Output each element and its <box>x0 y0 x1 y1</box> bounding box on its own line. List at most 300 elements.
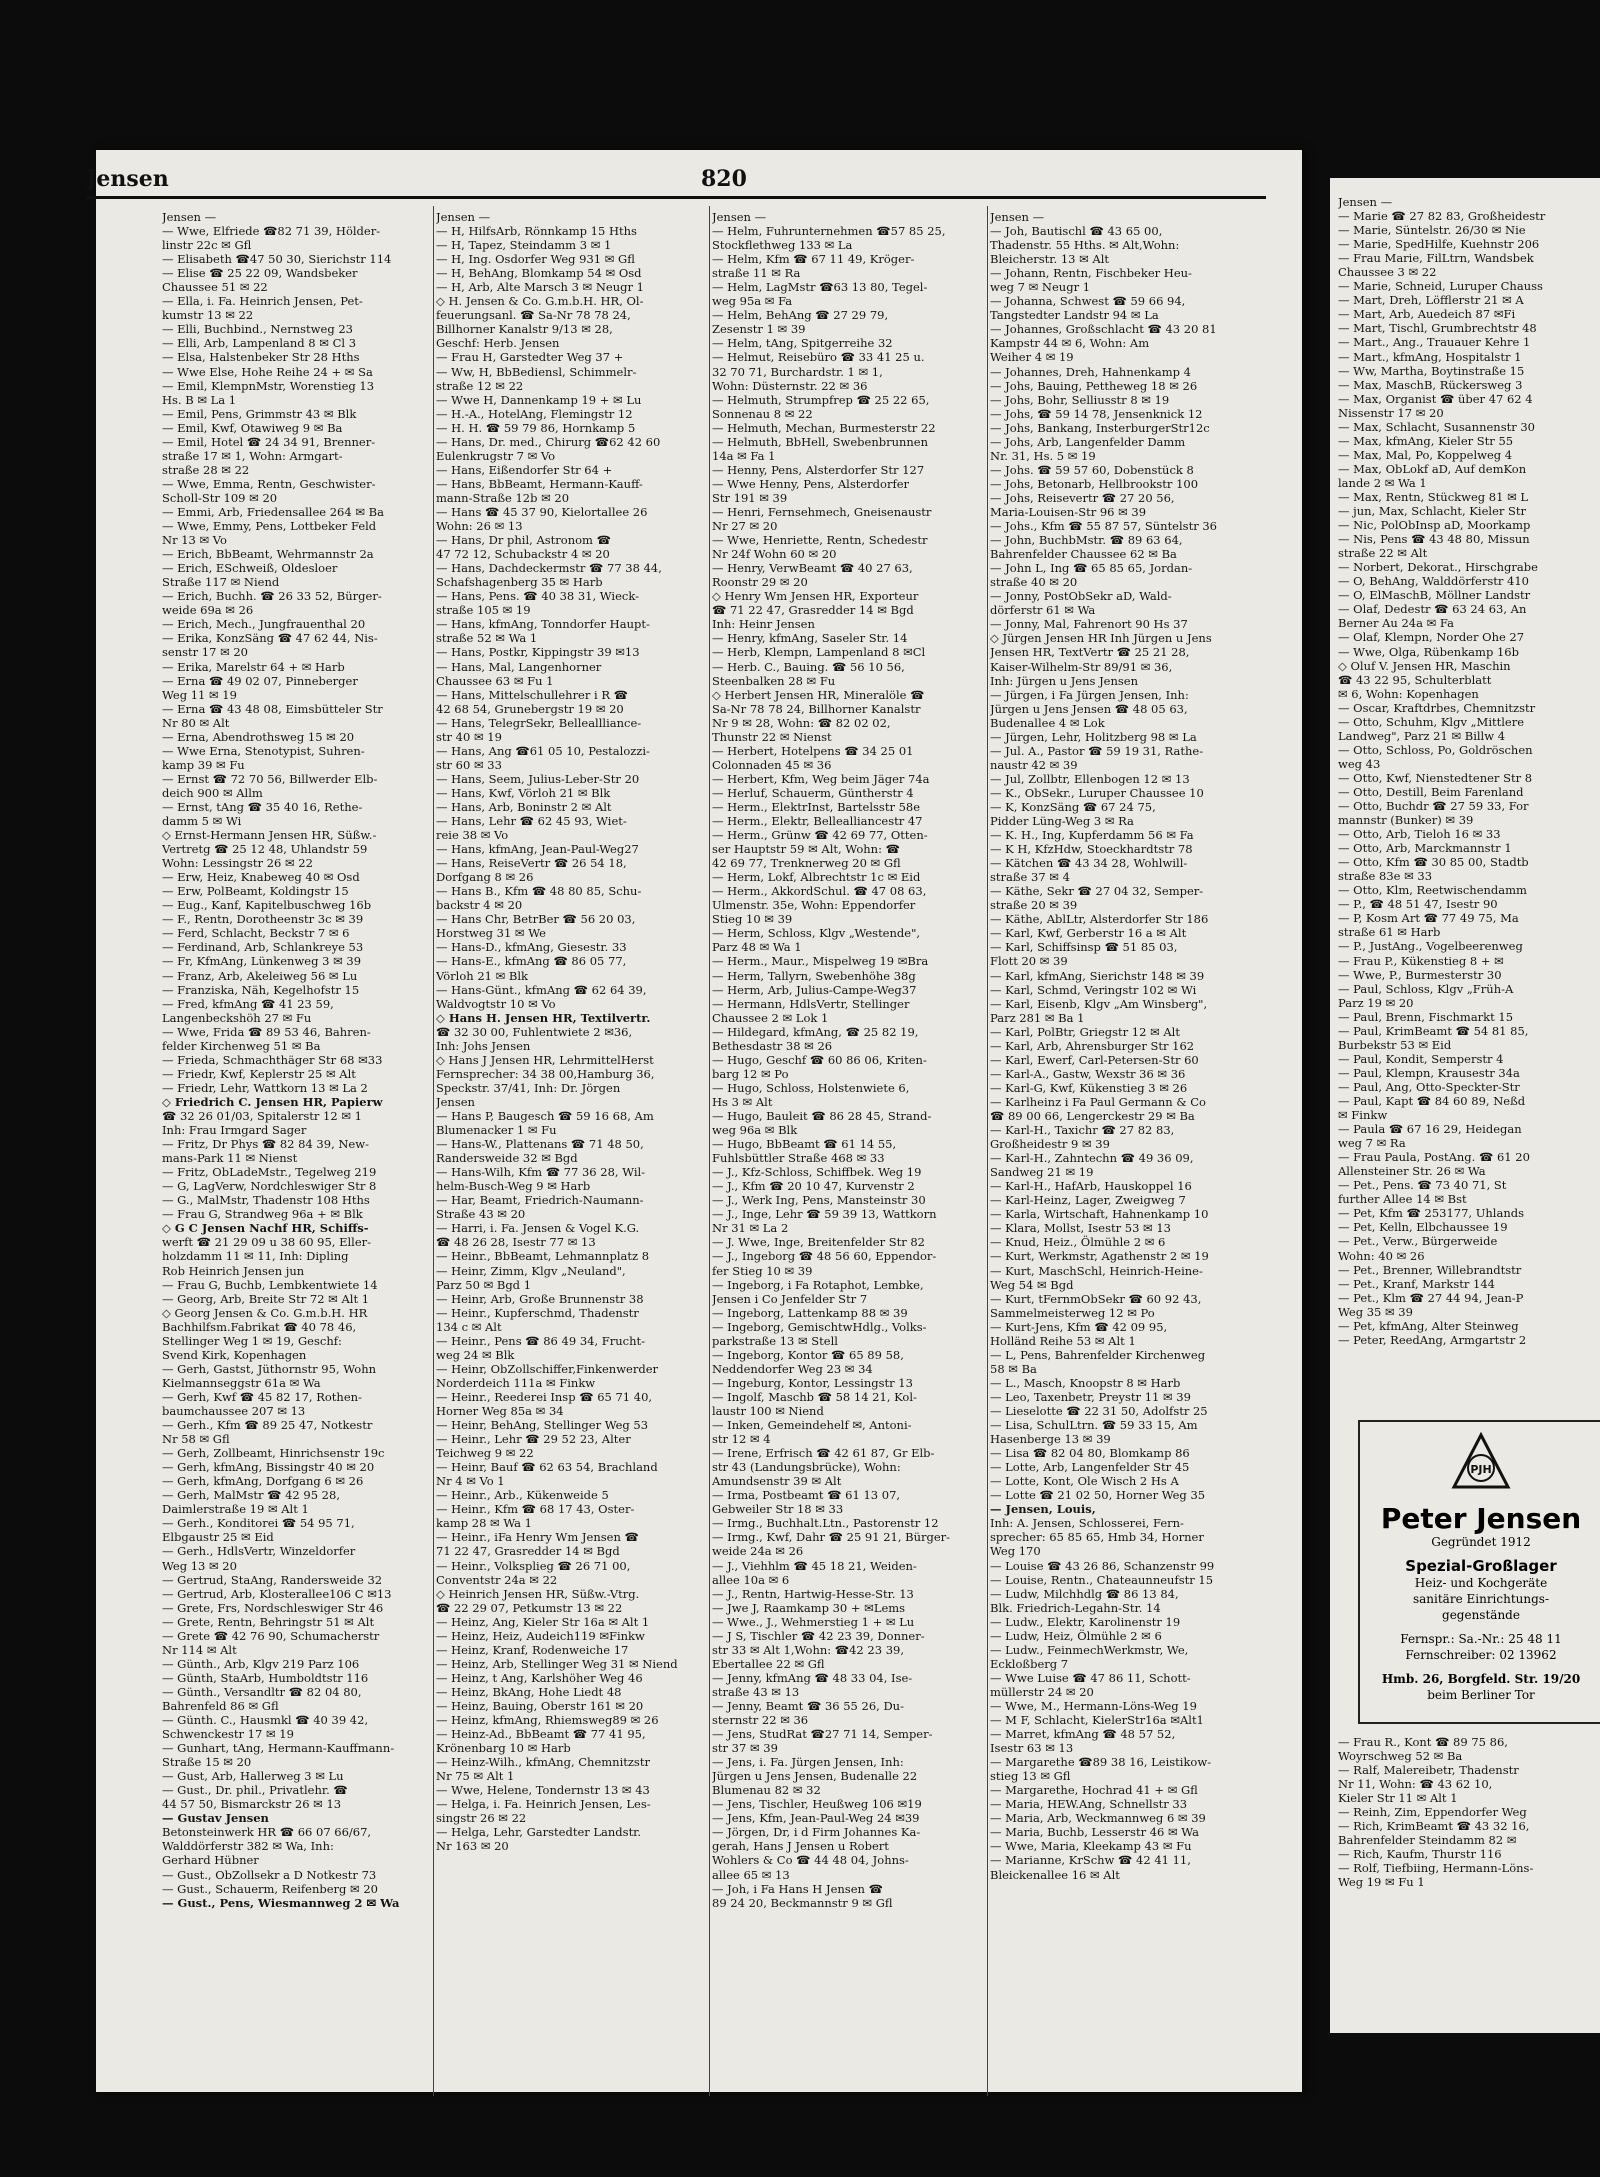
directory-entry: — Hans, Eißendorfer Str 64 + <box>436 462 613 477</box>
directory-entry: — Kätchen ☎ 43 34 28, Wohlwill- <box>990 856 1188 871</box>
directory-entry: Vertretg ☎ 25 12 48, Uhlandstr 59 <box>162 842 368 857</box>
directory-entry: — Kurt, Werkmstr, Agathenstr 2 ✉ 19 <box>990 1249 1209 1264</box>
directory-entry: — Heinr., Pens ☎ 86 49 34, Frucht- <box>436 1333 646 1348</box>
directory-entry: 42 69 77, Trenknerweg 20 ✉ Gfl <box>712 856 901 871</box>
directory-entry: — Georg, Arb, Breite Str 72 ✉ Alt 1 <box>162 1291 370 1306</box>
directory-entry: — Emmi, Arb, Friedensallee 264 ✉ Ba <box>162 504 384 519</box>
directory-entry: straße 28 ✉ 22 <box>162 462 250 477</box>
directory-entry: straße 52 ✉ Wa 1 <box>436 631 538 646</box>
directory-entry: Inh: Heinr Jensen <box>712 617 815 632</box>
column-divider <box>709 206 710 2096</box>
directory-entry: Sa-Nr 78 78 24, Billhorner Kanalstr <box>712 701 921 716</box>
company-logo-icon <box>1451 1432 1511 1492</box>
directory-entry: Nr 80 ✉ Alt <box>162 715 230 730</box>
directory-entry: — Grete ☎ 42 76 90, Schumacherstr <box>162 1628 380 1643</box>
directory-entry: Ulmenstr. 35e, Wohn: Eppendorfer <box>712 898 916 913</box>
directory-entry: — Paul, Schloss, Klgv „Früh-A <box>1338 981 1514 996</box>
directory-entry: — Heinz, Ang, Kieler Str 16a ✉ Alt 1 <box>436 1614 650 1629</box>
directory-entry: further Allee 14 ✉ Bst <box>1338 1192 1467 1207</box>
directory-entry: — Heinz-Ad., BbBeamt ☎ 77 41 95, <box>436 1727 646 1742</box>
directory-entry: — Johs, Bohr, Selliusstr 8 ✉ 19 <box>990 392 1170 407</box>
directory-entry: ser Hauptstr 59 ✉ Alt, Wohn: ☎ <box>712 842 900 857</box>
directory-entry: — Heinz, Bauing, Oberstr 161 ✉ 20 <box>436 1698 644 1713</box>
directory-entry: — Johs, Bankang, InsterburgerStr12c <box>990 420 1210 435</box>
directory-entry: Roonstr 29 ✉ 20 <box>712 575 808 590</box>
directory-entry: 58 ✉ Ba <box>990 1361 1037 1376</box>
directory-entry: — Helmuth, BbHell, Swebenbrunnen <box>712 434 929 449</box>
directory-entry: Flott 20 ✉ 39 <box>990 954 1068 969</box>
directory-entry: ◇ Georg Jensen & Co. G.m.b.H. HR <box>162 1305 368 1320</box>
directory-entry: — Johs, Betonarb, Hellbrookstr 100 <box>990 476 1199 491</box>
directory-entry: — Margarethe, Hochrad 41 + ✉ Gfl <box>990 1783 1198 1798</box>
directory-entry: Jürgen u Jens Jensen ☎ 48 05 63, <box>990 701 1188 716</box>
directory-entry: Dorfgang 8 ✉ 26 <box>436 870 534 885</box>
directory-entry: Neddendorfer Weg 23 ✉ 34 <box>712 1361 873 1376</box>
directory-entry: Langenbeckshöh 27 ✉ Fu <box>162 1010 312 1025</box>
directory-entry: — Helm, Fuhrunternehmen ☎57 85 25, <box>712 224 946 239</box>
directory-entry: Nr 11, Wohn: ☎ 43 62 10, <box>1338 1777 1493 1792</box>
directory-entry: müllerstr 24 ✉ 20 <box>990 1684 1094 1699</box>
directory-entry: Kaiser-Wilhelm-Str 89/91 ✉ 36, <box>990 659 1173 674</box>
directory-entry: — Otto, Buchdr ☎ 27 59 33, For <box>1338 799 1529 814</box>
directory-entry: parkstraße 13 ✉ Stell <box>712 1333 838 1348</box>
directory-entry: — Hans, Mittelschullehrer i R ☎ <box>436 687 628 702</box>
directory-entry: Pidder Lüng-Weg 3 ✉ Ra <box>990 814 1134 829</box>
directory-entry: — Marie, SpedHilfe, Kuehnstr 206 <box>1338 237 1540 252</box>
directory-entry: Fuhlsbüttler Straße 468 ✉ 33 <box>712 1151 885 1166</box>
directory-entry: — Gunhart, tAng, Hermann-Kauffmann- <box>162 1741 395 1756</box>
directory-entry: — Herm., ElektrInst, Bartelsstr 58e <box>712 799 921 814</box>
directory-entry: — P., ☎ 48 51 47, Isestr 90 <box>1338 897 1498 912</box>
directory-entry: — Franz, Arb, Akeleiweg 56 ✉ Lu <box>162 968 358 983</box>
directory-entry: — Otto, Schuhm, Klgv „Mittlere <box>1338 714 1525 729</box>
directory-entry: damm 5 ✉ Wi <box>162 814 242 829</box>
directory-entry: ✉ Finkw <box>1338 1108 1388 1123</box>
directory-entry: ◇ Henry Wm Jensen HR, Exporteur <box>712 589 919 604</box>
directory-entry: mann-Straße 12b ✉ 20 <box>436 490 570 505</box>
directory-entry: — Kurt, tFernmObSekr ☎ 60 92 43, <box>990 1291 1202 1306</box>
running-head: Jensen <box>86 166 169 192</box>
header-rule <box>86 196 1266 199</box>
directory-entry: Weg 54 ✉ Bgd <box>990 1277 1074 1292</box>
directory-entry: feuerungsanl. ☎ Sa-Nr 78 78 24, <box>436 308 631 323</box>
directory-entry: reie 38 ✉ Vo <box>436 828 509 843</box>
directory-entry: Allensteiner Str. 26 ✉ Wa <box>1338 1164 1486 1179</box>
directory-entry: Jensen — <box>712 210 767 224</box>
directory-entry: Parz 281 ✉ Ba 1 <box>990 1010 1085 1025</box>
directory-entry: — Ludw., FeinmechWerkmstr, We, <box>990 1642 1189 1657</box>
directory-entry: — Wwe, Helene, Tondernstr 13 ✉ 43 <box>436 1783 650 1798</box>
directory-entry: — Elli, Arb, Lampenland 8 ✉ Cl 3 <box>162 336 357 351</box>
directory-entry: sternstr 22 ✉ 36 <box>712 1713 809 1728</box>
directory-entry: ☎ 43 22 95, Schulterblatt <box>1338 672 1492 687</box>
directory-entry: fer Stieg 10 ✉ 39 <box>712 1263 813 1278</box>
ad-telex: Fernschreiber: 02 13962 <box>1405 1648 1557 1662</box>
directory-entry: — Erika, KonzSäng ☎ 47 62 44, Nis- <box>162 631 378 646</box>
directory-entry: — Otto, Destill, Beim Farenland <box>1338 784 1524 799</box>
directory-entry: Schwenckestr 17 ✉ 19 <box>162 1727 294 1742</box>
directory-entry: — Lisa, SchulLtrn. ☎ 59 33 15, Am <box>990 1418 1198 1433</box>
directory-entry: — Pet., Verw., Bürgerweide <box>1338 1234 1498 1249</box>
column-2 <box>436 210 706 2090</box>
directory-entry: ◇ Friedrich C. Jensen HR, Papierw <box>162 1094 383 1109</box>
directory-entry: — Heinr., iFa Henry Wm Jensen ☎ <box>436 1530 639 1545</box>
directory-entry: — Rich, Kaufm, Thurstr 116 <box>1338 1847 1502 1862</box>
directory-entry: — Erw, Heiz, Knabeweg 40 ✉ Osd <box>162 870 360 885</box>
directory-entry: — Marret, kfmAng ☎ 48 57 52, <box>990 1727 1176 1742</box>
directory-entry: — L, Pens, Bahrenfelder Kirchenweg <box>990 1347 1206 1362</box>
directory-entry: — Ernst, tAng ☎ 35 40 16, Rethe- <box>162 799 363 814</box>
directory-entry: — Karl-G, Kwf, Kükenstieg 3 ✉ 26 <box>990 1080 1188 1095</box>
directory-entry: — Gerh, Gastst, Jüthornstr 95, Wohn <box>162 1361 377 1376</box>
directory-entry: Jürgen u Jens Jensen, Budenalle 22 <box>712 1769 918 1784</box>
directory-entry: mans-Park 11 ✉ Nienst <box>162 1151 298 1166</box>
directory-entry: Amundsenstr 39 ✉ Alt <box>712 1474 842 1489</box>
directory-entry: Holländ Reihe 53 ✉ Alt 1 <box>990 1333 1136 1348</box>
directory-entry: — Lieselotte ☎ 22 31 50, Adolfstr 25 <box>990 1403 1208 1418</box>
directory-entry: — Jenny, Beamt ☎ 36 55 26, Du- <box>712 1698 904 1713</box>
directory-entry: — Jens, Tischler, Heußweg 106 ✉19 <box>712 1797 922 1812</box>
directory-entry: — Emil, KlempnMstr, Worenstieg 13 <box>162 378 375 393</box>
directory-entry: — Knud, Heiz., Ölmühle 2 ✉ 6 <box>990 1235 1166 1250</box>
directory-entry: — Emil, Pens, Grimmstr 43 ✉ Blk <box>162 406 357 421</box>
directory-entry: Bleickenallee 16 ✉ Alt <box>990 1867 1120 1882</box>
directory-entry: Krönenbarg 10 ✉ Harb <box>436 1741 571 1756</box>
column-divider <box>987 206 988 2096</box>
directory-entry: — Gerh, Zollbeamt, Hinrichsenstr 19c <box>162 1446 385 1461</box>
directory-entry: — Helmut, Reisebüro ☎ 33 41 25 u. <box>712 350 925 365</box>
directory-entry: — Karl, Kwf, Gerberstr 16 a ✉ Alt <box>990 926 1187 941</box>
directory-entry: — Ludw, Milchhdlg ☎ 86 13 84, <box>990 1586 1179 1601</box>
directory-entry: — Heinr., Reederei Insp ☎ 65 71 40, <box>436 1389 653 1404</box>
directory-entry: Hs 3 ✉ Alt <box>712 1094 773 1109</box>
directory-entry: Wohn: Lessingstr 26 ✉ 22 <box>162 856 313 871</box>
directory-entry: ◇ Hans J Jensen HR, LehrmittelHerst <box>436 1052 654 1067</box>
directory-entry: — Karlheinz i Fa Paul Germann & Co <box>990 1094 1206 1109</box>
directory-entry: 134 c ✉ Alt <box>436 1319 502 1334</box>
directory-entry: Wohlers & Co ☎ 44 48 04, Johns- <box>712 1853 909 1868</box>
directory-entry: — Wwe, Olga, Rübenkamp 16b <box>1338 644 1519 659</box>
directory-entry: — Jenny, kfmAng ☎ 48 33 04, Ise- <box>712 1670 913 1685</box>
directory-entry: str 33 ✉ Alt 1,Wohn: ☎42 23 39, <box>712 1642 904 1657</box>
directory-entry: — Hans-W., Plattenans ☎ 71 48 50, <box>436 1137 644 1152</box>
directory-entry: — Gerh., HdlsVertr, Winzeldorfer <box>162 1544 356 1559</box>
directory-entry: — Jul, Zollbtr, Ellenbogen 12 ✉ 13 <box>990 771 1190 786</box>
directory-entry: allee 10a ✉ 6 <box>712 1572 790 1587</box>
directory-entry: — J., Inge, Lehr ☎ 59 39 13, Wattkorn <box>712 1207 937 1222</box>
directory-entry: — Hans P, Baugesch ☎ 59 16 68, Am <box>436 1109 654 1123</box>
directory-entry: holzdamm 11 ✉ 11, Inh: Dipling <box>162 1249 349 1264</box>
directory-entry: — Karl-H., HafArb, Hauskoppel 16 <box>990 1179 1192 1194</box>
directory-entry: lande 2 ✉ Wa 1 <box>1338 475 1427 490</box>
directory-entry: — L., Masch, Knoopstr 8 ✉ Harb <box>990 1375 1181 1390</box>
directory-entry: — Max, Rentn, Stückweg 81 ✉ L <box>1338 489 1528 504</box>
directory-entry: — Henny, Pens, Alsterdorfer Str 127 <box>712 462 925 477</box>
directory-entry: Inh: A. Jensen, Schlosserei, Fern- <box>990 1516 1184 1531</box>
directory-entry: Sammelmeisterweg 12 ✉ Po <box>990 1305 1155 1320</box>
directory-entry: — Gust, Arb, Hallerweg 3 ✉ Lu <box>162 1769 344 1784</box>
ad-phone: Fernspr.: Sa.-Nr.: 25 48 11 <box>1400 1632 1562 1646</box>
directory-entry: — Herm, Arb, Julius-Campe-Weg37 <box>712 982 917 997</box>
directory-entry: ☎ 48 26 28, Isestr 77 ✉ 13 <box>436 1235 596 1250</box>
directory-entry: — M F, Schlacht, KielerStr16a ✉Alt1 <box>990 1713 1204 1728</box>
directory-entry: — K H, KfzHdw, Stoeckhardtstr 78 <box>990 842 1193 857</box>
directory-entry: — Johs, ☎ 59 14 78, Jensenknick 12 <box>990 406 1203 421</box>
directory-entry: — Hans, Pens. ☎ 40 38 31, Wieck- <box>436 589 640 604</box>
directory-entry: — Henri, Fernsehmech, Gneisenaustr <box>712 504 932 519</box>
directory-entry: Speckstr. 37/41, Inh: Dr. Jörgen <box>436 1080 621 1095</box>
directory-entry: Inh: Jürgen u Jens Jensen <box>990 673 1139 688</box>
directory-entry: — Gerh., Konditorei ☎ 54 95 71, <box>162 1516 355 1531</box>
column-divider <box>433 206 434 2096</box>
directory-entry: — Max, Schlacht, Susannenstr 30 <box>1338 419 1535 434</box>
directory-entry: — Grete, Frs, Nordschleswiger Str 46 <box>162 1600 384 1615</box>
directory-entry: Woyrschweg 52 ✉ Ba <box>1338 1749 1463 1764</box>
directory-entry: Bahrenfelder Chaussee 62 ✉ Ba <box>990 547 1177 562</box>
directory-entry: — Wwe, Frida ☎ 89 53 46, Bahren- <box>162 1024 371 1039</box>
directory-entry: — Ww, Martha, Boytinstraße 15 <box>1338 363 1525 378</box>
directory-entry: allee 65 ✉ 13 <box>712 1867 790 1882</box>
directory-entry: — Max, ObLokf aD, Auf demKon <box>1338 461 1527 476</box>
directory-entry: Gebweiler Str 18 ✉ 33 <box>712 1502 844 1517</box>
directory-entry: — Gerh, kfmAng, Bissingstr 40 ✉ 20 <box>162 1460 375 1475</box>
directory-entry: — Hans-D., kfmAng, Giesestr. 33 <box>436 940 627 955</box>
directory-entry: — Paul, Kondit, Semperstr 4 <box>1338 1051 1504 1066</box>
directory-entry: — Marie ☎ 27 82 83, Großheidestr <box>1338 209 1546 224</box>
directory-entry: ☎ 71 22 47, Grasredder 14 ✉ Bgd <box>712 603 914 618</box>
directory-entry: — J., Kfm ☎ 20 10 47, Kurvenstr 2 <box>712 1179 915 1194</box>
directory-entry: — Pet, Kelln, Elbchaussee 19 <box>1338 1220 1508 1235</box>
directory-entry: — Olaf, Klempn, Norder Ohe 27 <box>1338 630 1525 645</box>
directory-entry: — Har, Beamt, Friedrich-Naumann- <box>436 1193 644 1208</box>
directory-entry: — Hans, kfmAng, Tonndorfer Haupt- <box>436 617 650 632</box>
directory-entry: Hs. B ✉ La 1 <box>162 392 237 407</box>
directory-entry: — Herm, Schloss, Klgv „Westende", <box>712 926 921 941</box>
directory-entry: — Herbert, Kfm, Weg beim Jäger 74a <box>712 771 930 786</box>
directory-entry: Blk. Friedrich-Legahn-Str. 14 <box>990 1600 1161 1615</box>
directory-entry: — Irma, Postbeamt ☎ 61 13 07, <box>712 1488 901 1503</box>
directory-entry: — Elsa, Halstenbeker Str 28 Hths <box>162 350 360 365</box>
directory-entry: — Paul, Brenn, Fischmarkt 15 <box>1338 1009 1514 1024</box>
directory-entry: Nissenstr 17 ✉ 20 <box>1338 405 1444 420</box>
directory-entry: Nr 27 ✉ 20 <box>712 519 778 534</box>
directory-entry: — Max, Organist ☎ über 47 62 4 <box>1338 391 1533 406</box>
ad-line: Heiz- und Kochgeräte <box>1414 1576 1548 1590</box>
directory-entry: — Joh, i Fa Hans H Jensen ☎ <box>712 1881 883 1896</box>
directory-entry: Nr 163 ✉ 20 <box>436 1839 509 1854</box>
directory-entry: Schafshagenberg 35 ✉ Harb <box>436 575 603 590</box>
directory-entry: — Hans-Wilh, Kfm ☎ 77 36 28, Wil- <box>436 1165 646 1180</box>
directory-entry: — Gust., Schauerm, Reifenberg ✉ 20 <box>162 1881 378 1896</box>
directory-entry: Str 191 ✉ 39 <box>712 490 788 505</box>
directory-entry: 42 68 54, Grunebergstr 19 ✉ 20 <box>436 701 624 716</box>
directory-entry: — Hans, Arb, Boninstr 2 ✉ Alt <box>436 799 612 814</box>
directory-entry: — Pet., Pens. ☎ 73 40 71, St <box>1338 1178 1507 1193</box>
directory-entry: Parz 48 ✉ Wa 1 <box>712 940 802 955</box>
directory-entry: str 60 ✉ 33 <box>436 757 502 772</box>
directory-entry: — Herb. C., Bauing. ☎ 56 10 56, <box>712 659 905 674</box>
directory-entry: Scholl-Str 109 ✉ 20 <box>162 490 278 505</box>
directory-entry: Weg 11 ✉ 19 <box>162 687 237 702</box>
directory-entry: Chaussee 2 ✉ Lok 1 <box>712 1010 829 1025</box>
directory-entry: baumchaussee 207 ✉ 13 <box>162 1403 306 1418</box>
directory-entry: Hasenberge 13 ✉ 39 <box>990 1432 1111 1447</box>
directory-entry: — Käthe, Sekr ☎ 27 04 32, Semper- <box>990 884 1204 899</box>
directory-entry: — Wwe, Elfriede ☎82 71 39, Hölder- <box>162 224 381 239</box>
directory-entry: — jun, Max, Schlacht, Kieler Str <box>1338 504 1527 519</box>
directory-entry: — Lotte, Kont, Ole Wisch 2 Hs A <box>990 1474 1179 1489</box>
directory-entry: Nr 114 ✉ Alt <box>162 1642 237 1657</box>
directory-entry: — Olaf, Dedestr ☎ 63 24 63, An <box>1338 602 1527 617</box>
directory-entry: straße 43 ✉ 13 <box>712 1684 800 1699</box>
directory-entry: — Frau G, Strandweg 96a + ✉ Blk <box>162 1207 363 1222</box>
directory-entry: — Hans, Dr phil, Astronom ☎ <box>436 533 611 548</box>
directory-entry: ✉ 6, Wohn: Kopenhagen <box>1338 686 1479 701</box>
directory-entry: — Jens, Kfm, Jean-Paul-Weg 24 ✉39 <box>712 1811 920 1826</box>
directory-entry: Daimlerstraße 19 ✉ Alt 1 <box>162 1502 309 1517</box>
directory-entry: — Fred, kfmAng ☎ 41 23 59, <box>162 996 334 1011</box>
directory-entry: — G, LagVerw, Nordchleswiger Str 8 <box>162 1179 377 1194</box>
directory-entry: — Johannes, Großschlacht ☎ 43 20 81 <box>990 322 1217 337</box>
directory-entry: — F., Rentn, Dorotheenstr 3c ✉ 39 <box>162 912 364 927</box>
directory-entry: — Mart., Ang., Trauauer Kehre 1 <box>1338 335 1531 350</box>
directory-entry: ◇ Hans H. Jensen HR, Textilvertr. <box>436 1010 651 1025</box>
directory-entry: Steenbalken 28 ✉ Fu <box>712 673 836 688</box>
directory-entry: kamp 28 ✉ Wa 1 <box>436 1516 532 1531</box>
page-header <box>86 166 1266 194</box>
directory-entry: — Johs, Bauing, Pettheweg 18 ✉ 26 <box>990 378 1198 393</box>
directory-entry: — J., Viehhlm ☎ 45 18 21, Weiden- <box>712 1558 917 1573</box>
directory-entry: — Günth., Versandltr ☎ 82 04 80, <box>162 1684 362 1699</box>
directory-entry: — Ludw, Heiz, Ölmühle 2 ✉ 6 <box>990 1628 1162 1643</box>
directory-entry: — Hugo, BbBeamt ☎ 61 14 55, <box>712 1137 897 1152</box>
directory-entry: — Hans ☎ 45 37 90, Kielortallee 26 <box>436 504 648 519</box>
directory-entry: — Inken, Gemeindehelf ✉, Antoni- <box>712 1418 912 1433</box>
directory-entry: straße 61 ✉ Harb <box>1338 925 1441 940</box>
directory-entry: Vörloh 21 ✉ Blk <box>436 968 529 983</box>
directory-entry: — Heinr, Bauf ☎ 62 63 54, Brachland <box>436 1460 658 1475</box>
directory-entry: — Herm., Grünw ☎ 42 69 77, Otten- <box>712 828 928 843</box>
directory-entry: — Herm, Tallyrn, Swebenhöhe 38g <box>712 968 916 983</box>
directory-entry: — Rich, KrimBeamt ☎ 43 32 16, <box>1338 1819 1530 1834</box>
directory-entry: Walddörferstr 382 ✉ Wa, Inh: <box>162 1839 334 1854</box>
directory-entry: straße 105 ✉ 19 <box>436 603 531 618</box>
directory-entry: Isestr 63 ✉ 13 <box>990 1741 1074 1756</box>
directory-entry: werft ☎ 21 29 09 u 38 60 95, Eller- <box>162 1235 372 1250</box>
directory-entry: — J., Kfz-Schloss, Schiffbek. Weg 19 <box>712 1165 922 1180</box>
directory-entry: straße 11 ✉ Ra <box>712 266 801 281</box>
directory-entry: — Pet, kfmAng, Alter Steinweg <box>1338 1318 1519 1333</box>
directory-entry: Jensen <box>436 1094 475 1109</box>
directory-entry: — Otto, Arb, Marckmannstr 1 <box>1338 841 1512 856</box>
directory-entry: — Mart, Arb, Auedeich 87 ✉Fi <box>1338 307 1516 322</box>
directory-entry: ◇ G C Jensen Nachf HR, Schiffs- <box>162 1221 369 1236</box>
directory-entry: Nr 9 ✉ 28, Wohn: ☎ 82 02 02, <box>712 715 891 730</box>
directory-entry: — Elli, Buchbind., Nernstweg 23 <box>162 322 353 337</box>
directory-entry: Wohn: Düsternstr. 22 ✉ 36 <box>712 378 868 393</box>
directory-entry: Budenallee 4 ✉ Lok <box>990 715 1105 730</box>
directory-entry: — Paula ☎ 67 16 29, Heidegan <box>1338 1122 1522 1137</box>
directory-entry: — Irmg., Kwf, Dahr ☎ 25 91 21, Bürger- <box>712 1530 951 1545</box>
directory-entry: — Henry, VerwBeamt ☎ 40 27 63, <box>712 561 913 576</box>
directory-entry: — Heinz-Wilh., kfmAng, Chemnitzstr <box>436 1755 650 1770</box>
directory-entry: — Ernst ☎ 72 70 56, Billwerder Elb- <box>162 771 378 786</box>
directory-entry: backstr 4 ✉ 20 <box>436 898 523 913</box>
directory-entry: Jensen — <box>436 210 491 224</box>
directory-entry: — Jonny, PostObSekr aD, Wald- <box>990 589 1172 604</box>
directory-entry: gerah, Hans J Jensen u Robert <box>712 1839 889 1854</box>
directory-entry: senstr 17 ✉ 20 <box>162 645 249 660</box>
directory-entry: — Hans B., Kfm ☎ 48 80 85, Schu- <box>436 884 642 899</box>
directory-entry: — Karl, Ewerf, Carl-Petersen-Str 60 <box>990 1052 1199 1067</box>
directory-entry: — Hildegard, kfmAng, ☎ 25 82 19, <box>712 1024 919 1039</box>
directory-entry: — Gust., ObZollsekr a D Notkestr 73 <box>162 1867 377 1882</box>
directory-entry: — Wwe, P., Burmesterstr 30 <box>1338 967 1502 982</box>
directory-entry: — Günth, StaArb, Humboldtstr 116 <box>162 1670 369 1685</box>
directory-entry: — Johanna, Schwest ☎ 59 66 94, <box>990 294 1186 309</box>
directory-entry: — Pet., Klm ☎ 27 44 94, Jean-P <box>1338 1290 1524 1305</box>
directory-entry: — Ferd, Schlacht, Beckstr 7 ✉ 6 <box>162 926 350 941</box>
directory-entry: — Gerh, kfmAng, Dorfgang 6 ✉ 26 <box>162 1474 364 1489</box>
directory-entry: — Fr, KfmAng, Lünkenweg 3 ✉ 39 <box>162 954 362 969</box>
directory-entry: Jensen — <box>162 210 217 224</box>
directory-entry: — Gustav Jensen <box>162 1811 269 1826</box>
directory-entry: — Ingolf, Maschb ☎ 58 14 21, Kol- <box>712 1389 917 1404</box>
directory-entry: — Lotte ☎ 21 02 50, Horner Weg 35 <box>990 1488 1206 1503</box>
directory-entry: Conventstr 24a ✉ 22 <box>436 1572 558 1587</box>
directory-entry: Burbekstr 53 ✉ Eid <box>1338 1037 1452 1052</box>
directory-entry: — Jonny, Mal, Fahrenort 90 Hs 37 <box>990 617 1188 632</box>
directory-entry: — Hans-Günt., kfmAng ☎ 62 64 39, <box>436 982 647 997</box>
directory-entry: Straße 43 ✉ 20 <box>436 1207 526 1222</box>
directory-entry: — Jul. A., Pastor ☎ 59 19 31, Rathe- <box>990 743 1204 758</box>
directory-entry: — Wwe, Henriette, Rentn, Schedestr <box>712 533 928 548</box>
directory-entry: — Helm, Kfm ☎ 67 11 49, Kröger- <box>712 252 915 267</box>
directory-entry: ☎ 89 00 66, Lengerckestr 29 ✉ Ba <box>990 1109 1195 1123</box>
directory-entry: str 43 (Landungsbrücke), Wohn: <box>712 1460 901 1475</box>
directory-entry: Bachhilfsm.Fabrikat ☎ 40 78 46, <box>162 1319 357 1334</box>
directory-entry: — Herb, Klempn, Lampenland 8 ✉Cl <box>712 645 926 660</box>
directory-entry: Ebertallee 22 ✉ Gfl <box>712 1656 825 1671</box>
directory-entry: — Ww, H, BbBediensl, Schimmelr- <box>436 364 637 379</box>
directory-entry: Norderdeich 111a ✉ Finkw <box>436 1375 596 1390</box>
directory-entry: — Henry, kfmAng, Saseler Str. 14 <box>712 631 908 646</box>
directory-entry: — Herm, Lokf, Albrechtstr 1c ✉ Eid <box>712 870 921 885</box>
directory-entry: — Jürgen, Lehr, Holitzberg 98 ✉ La <box>990 729 1197 744</box>
directory-entry: — Emil, Hotel ☎ 24 34 91, Brenner- <box>162 434 376 449</box>
directory-entry: Waldvogtstr 10 ✉ Vo <box>436 996 556 1011</box>
directory-entry: Jensen — <box>1338 195 1393 209</box>
directory-entry: straße 12 ✉ 22 <box>436 378 524 393</box>
directory-entry: Betonsteinwerk HR ☎ 66 07 66/67, <box>162 1825 372 1840</box>
directory-entry: Eulenkrugstr 7 ✉ Vo <box>436 448 556 463</box>
ad-line: gegenstände <box>1442 1608 1520 1622</box>
directory-entry: weg 7 ✉ Ra <box>1338 1136 1406 1151</box>
directory-entry: — John, BuchbMstr. ☎ 89 63 64, <box>990 533 1183 548</box>
directory-entry: 47 72 12, Schubackstr 4 ✉ 20 <box>436 547 610 562</box>
directory-entry: — Hans, Dachdeckermstr ☎ 77 38 44, <box>436 561 662 576</box>
directory-entry: — Hans, kfmAng, Jean-Paul-Weg27 <box>436 842 639 857</box>
directory-entry: — Karl, kfmAng, Sierichstr 148 ✉ 39 <box>990 968 1205 983</box>
directory-entry: — Wwe Henny, Pens, Alsterdorfer <box>712 476 910 491</box>
directory-entry: — Irene, Erfrisch ☎ 42 61 87, Gr Elb- <box>712 1446 935 1461</box>
directory-entry: — Paul, Kapt ☎ 84 60 89, Neßd <box>1338 1094 1526 1108</box>
directory-entry: — Elisabeth ☎47 50 30, Sierichstr 114 <box>162 252 392 267</box>
directory-entry: Rob Heinrich Jensen jun <box>162 1263 305 1278</box>
directory-entry: — Karl-Heinz, Lager, Zweigweg 7 <box>990 1193 1186 1208</box>
directory-entry: — Marie, Schneid, Luruper Chauss <box>1338 279 1543 294</box>
directory-entry: helm-Busch-Weg 9 ✉ Harb <box>436 1179 591 1194</box>
